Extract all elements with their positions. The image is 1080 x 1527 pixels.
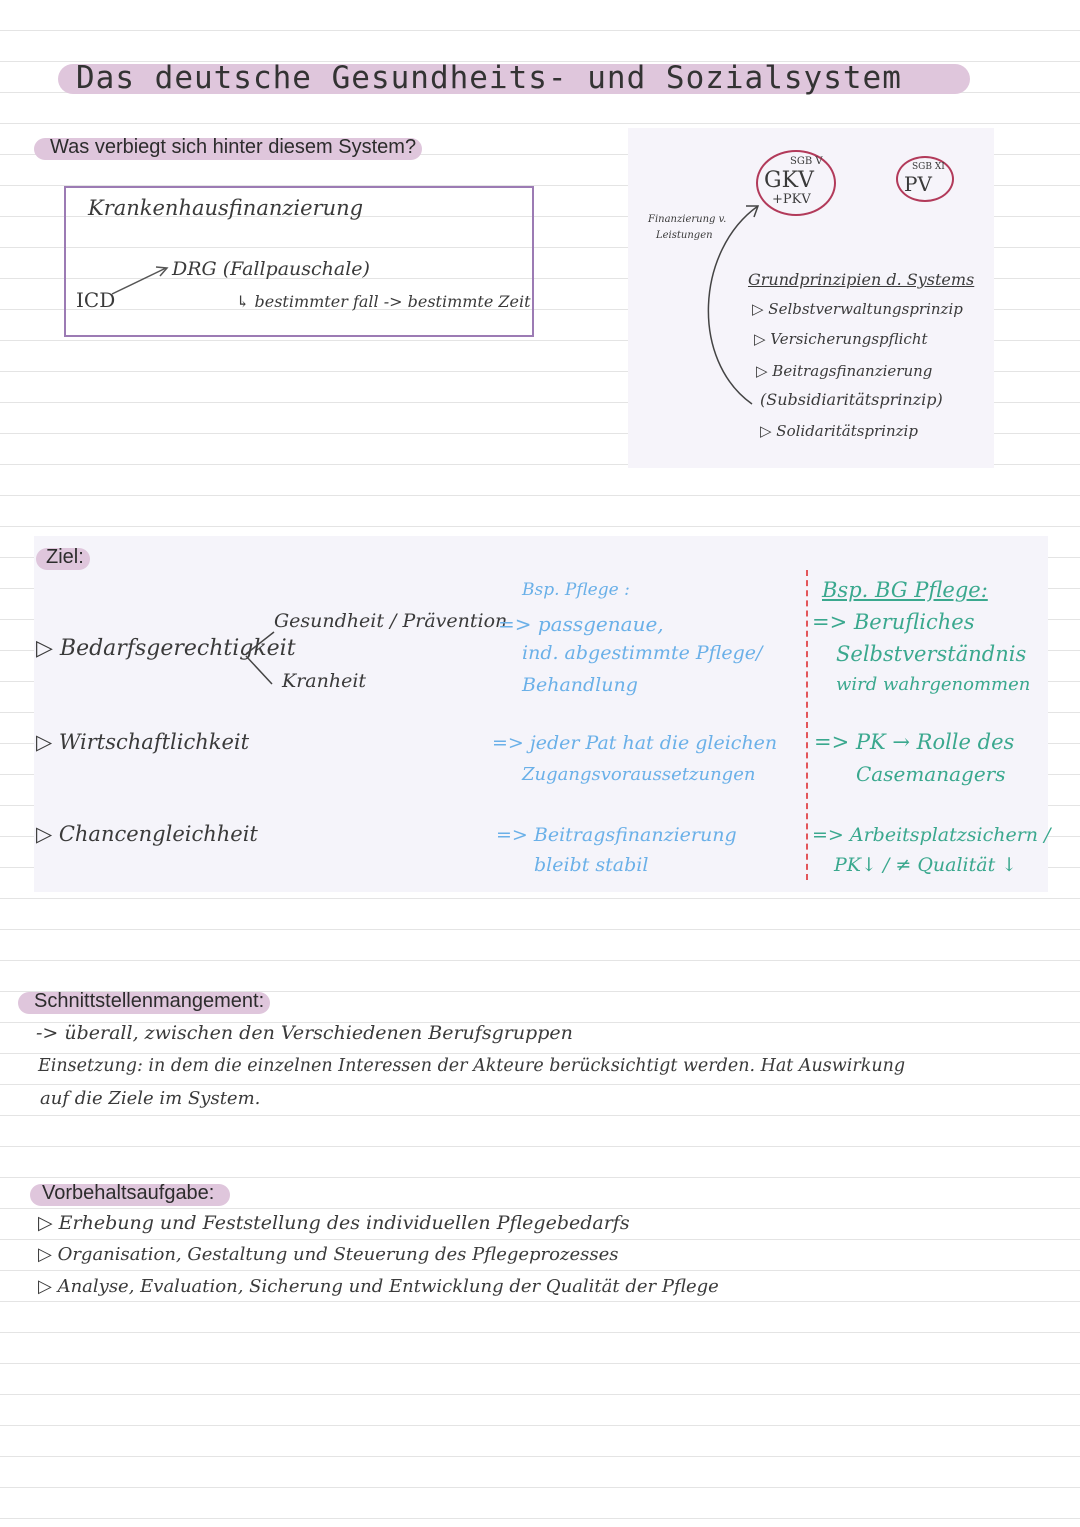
- chancen-mid-line: bleibt stabil: [534, 854, 649, 876]
- chancen-mid-line: => Beitragsfinanzierung: [496, 824, 737, 846]
- gkv-sgb-label: SGB V: [790, 156, 823, 167]
- principles-title: Grundprinzipien d. Systems: [748, 270, 975, 289]
- pv-sgb-label: SGB XI: [912, 162, 945, 172]
- wirtschaft-right-line: => PK → Rolle des: [814, 730, 1015, 754]
- bsp-bg-line: => Berufliches: [812, 610, 975, 634]
- principle-item: ▷ Versicherungspflicht: [754, 330, 928, 348]
- wirtschaft-right-line: Casemanagers: [856, 762, 1006, 786]
- section-heading-system: Was verbiegt sich hinter diesem System?: [50, 136, 417, 158]
- dashed-divider: [806, 570, 808, 880]
- schnitt-line: auf die Ziele im System.: [40, 1088, 261, 1109]
- finance-label-1: Finanzierung v.: [648, 214, 727, 225]
- branch-lines: [244, 628, 278, 688]
- schnitt-line: Einsetzung: in dem die einzelnen Interessen der Akteure berücksichtigt werden. Hat Auswirkung: [38, 1056, 906, 1076]
- vorbehalt-item: ▷ Analyse, Evaluation, Sicherung und Entwicklung der Qualität der Pflege: [38, 1276, 719, 1297]
- gkv-label: GKV: [764, 168, 814, 193]
- bsp-bg-line: Selbstverständnis: [836, 642, 1027, 666]
- bsp-pflege-line: => passgenaue,: [498, 612, 664, 636]
- krankheit-label: Kranheit: [282, 670, 367, 692]
- bsp-pflege-line: Behandlung: [522, 674, 638, 696]
- bedarf-label: ▷ Bedarfsgerechtigkeit: [36, 636, 296, 661]
- principle-item: (Subsidiaritätsprinzip): [760, 390, 943, 409]
- bsp-pflege-line: ind. abgestimmte Pflege/: [522, 642, 763, 664]
- principle-item: ▷ Solidaritätsprinzip: [760, 422, 918, 440]
- chancen-right-line: PK↓ / ≠ Qualität ↓: [834, 854, 1018, 876]
- bsp-bg-line: wird wahrgenommen: [836, 674, 1031, 695]
- schnitt-heading: Schnittstellenmangement:: [34, 990, 265, 1012]
- principle-item: ▷ Beitragsfinanzierung: [756, 362, 933, 380]
- drg-note: ↳ bestimmter fall -> bestimmte Zeit: [236, 292, 531, 311]
- vorbehalt-item: ▷ Erhebung und Feststellung des individuellen Pflegebedarfs: [38, 1212, 630, 1234]
- pv-label: PV: [904, 172, 932, 196]
- gesundheit-label: Gesundheit / Prävention: [274, 610, 508, 632]
- pkv-label: +PKV: [772, 192, 811, 207]
- page-title: Das deutsche Gesundheits- und Sozialsystem: [76, 60, 902, 96]
- box-title: Krankenhausfinanzierung: [88, 196, 364, 220]
- wirtschaft-label: ▷ Wirtschaftlichkeit: [36, 730, 250, 754]
- schnitt-line: -> überall, zwischen den Verschiedenen Berufsgruppen: [36, 1022, 573, 1044]
- finance-label-2: Leistungen: [656, 230, 713, 241]
- icd-label: ICD: [76, 288, 116, 312]
- principle-item: ▷ Selbstverwaltungsprinzip: [752, 300, 963, 318]
- wirtschaft-mid-line: => jeder Pat hat die gleichen: [492, 732, 778, 754]
- bsp-pflege-title: Bsp. Pflege :: [522, 580, 630, 600]
- wirtschaft-mid-line: Zugangsvoraussetzungen: [522, 764, 756, 785]
- drg-label: DRG (Fallpauschale): [172, 258, 370, 280]
- vorbehalt-heading: Vorbehaltsaufgabe:: [42, 1182, 215, 1204]
- vorbehalt-item: ▷ Organisation, Gestaltung und Steuerung des Pflegeprozesses: [38, 1244, 619, 1265]
- icd-arrow-icon: [110, 262, 170, 298]
- chancen-label: ▷ Chancengleichheit: [36, 822, 258, 846]
- chancen-right-line: => Arbeitsplatzsichern /: [812, 824, 1051, 846]
- ziel-heading: Ziel:: [46, 546, 84, 568]
- bsp-bg-title: Bsp. BG Pflege:: [822, 578, 988, 602]
